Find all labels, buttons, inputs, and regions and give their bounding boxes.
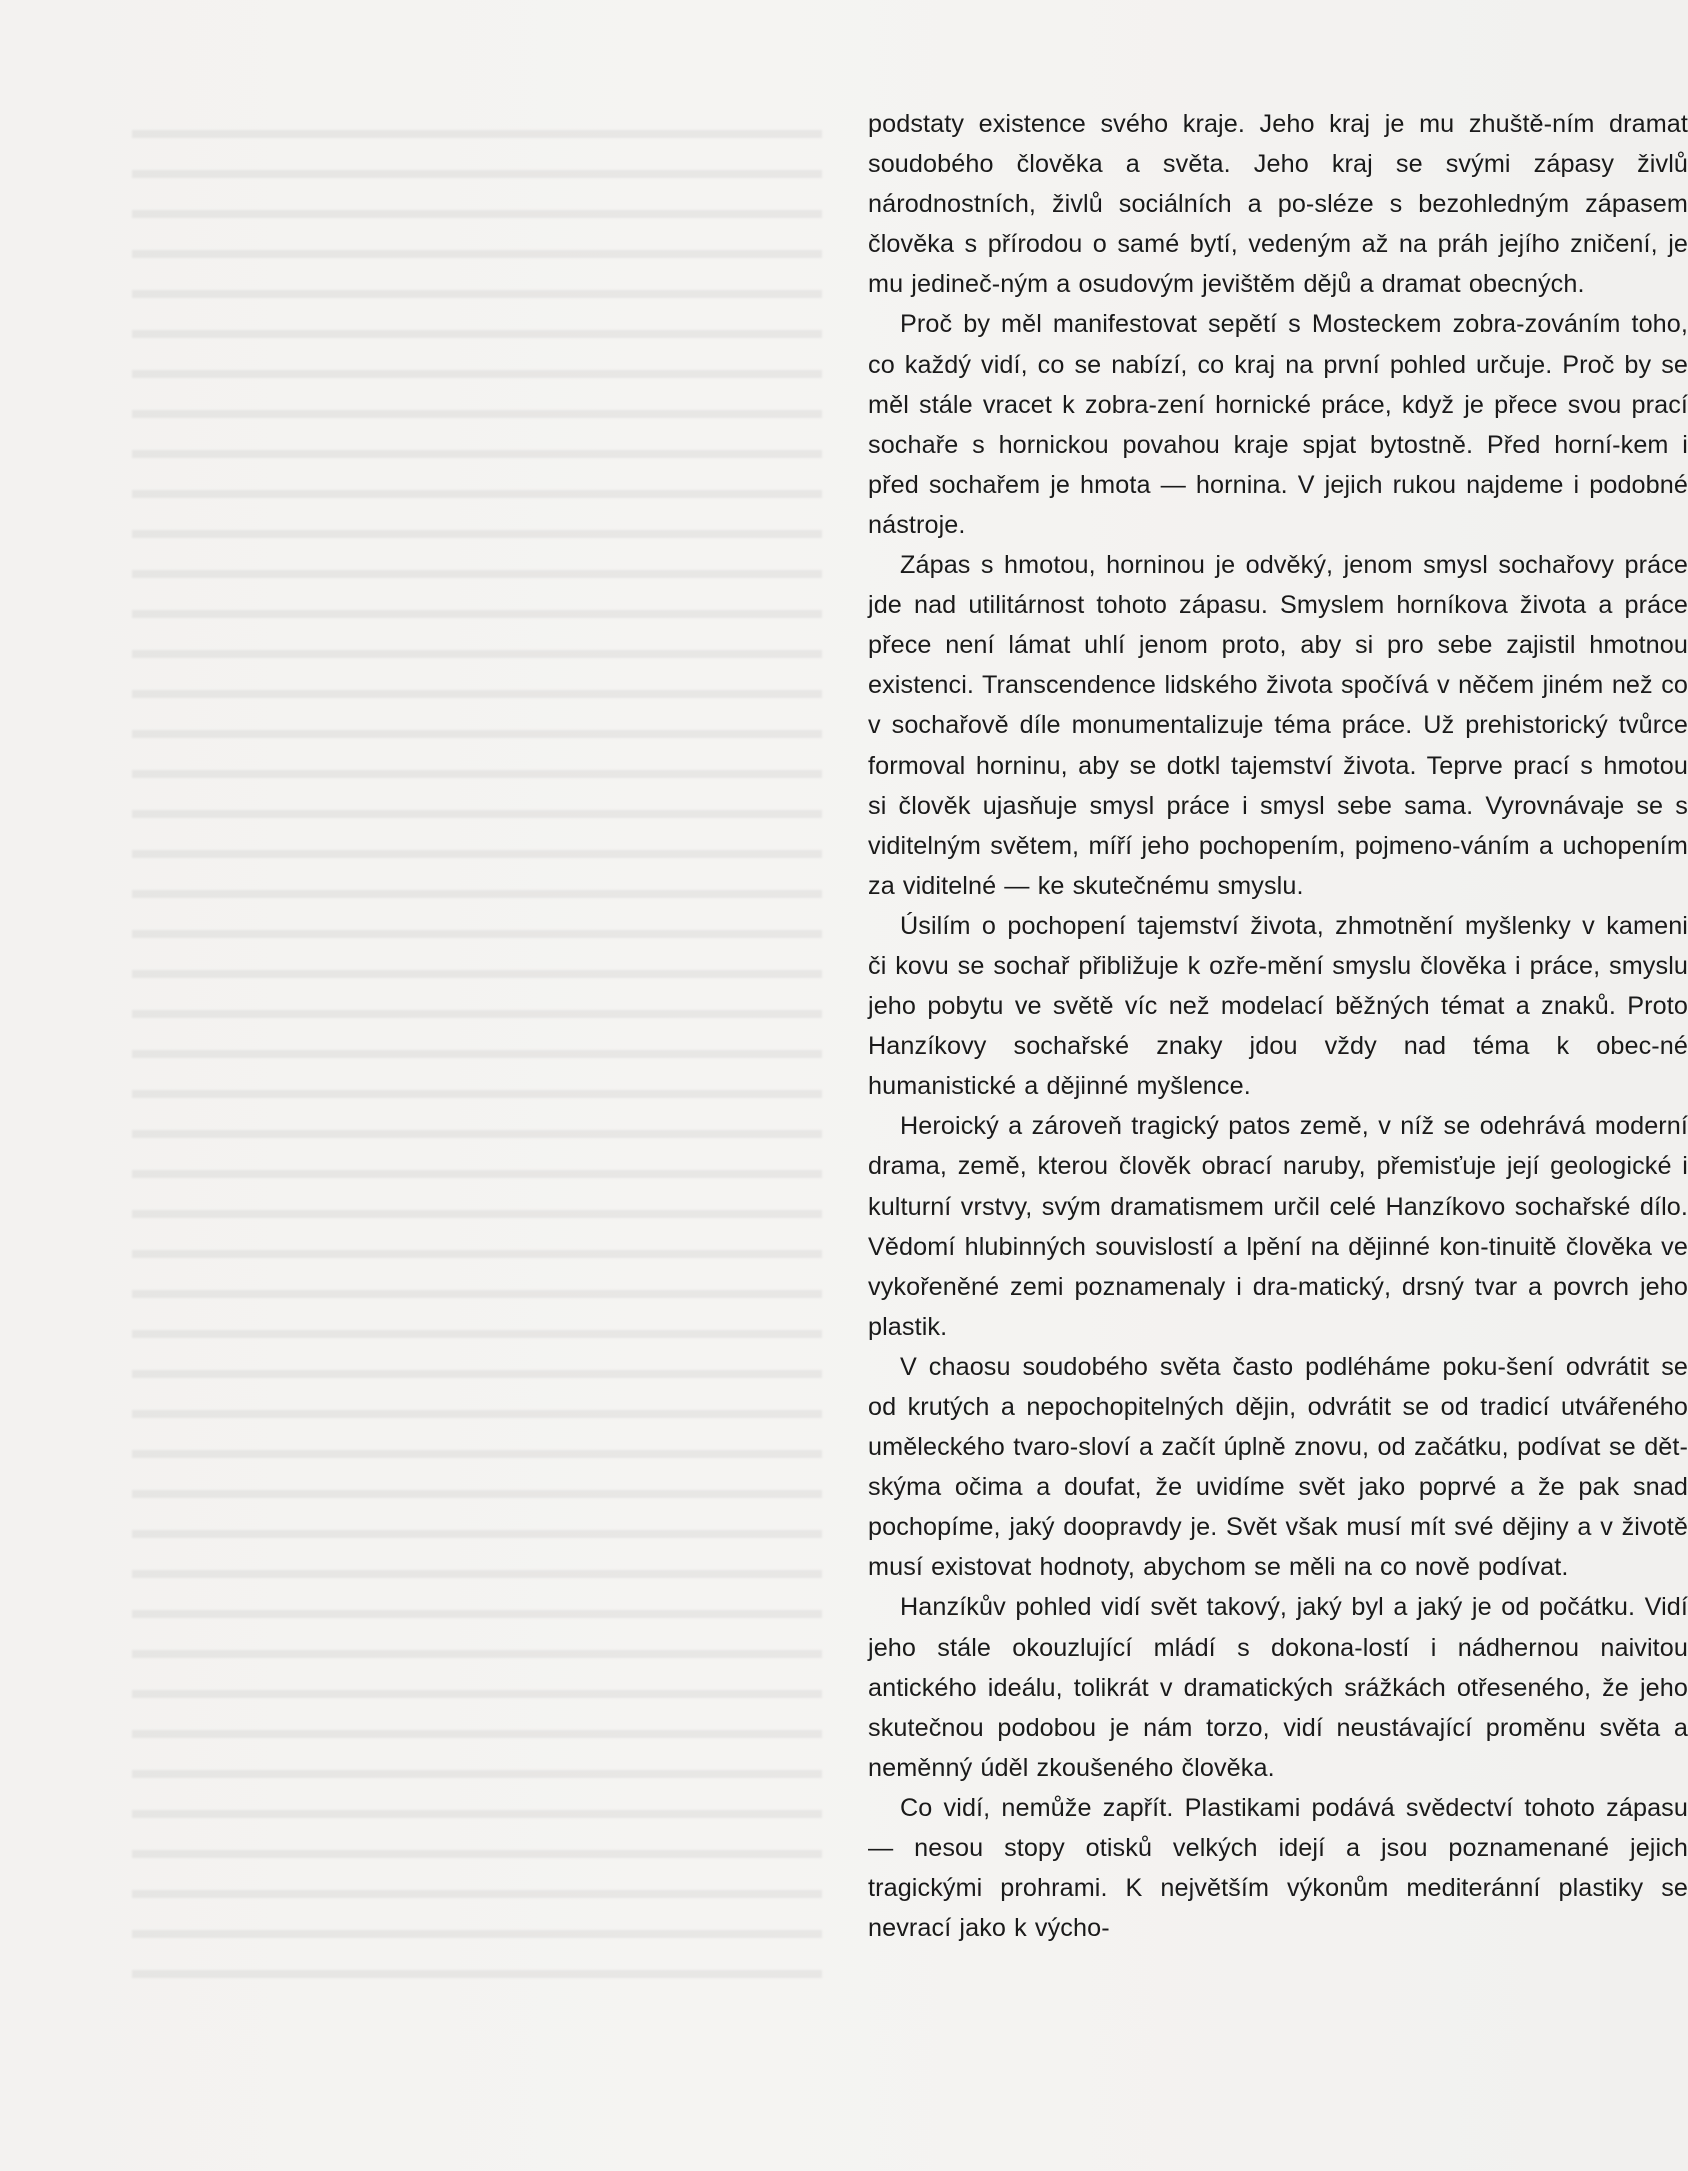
article-body: [868, 104, 1688, 1948]
paragraph: Úsilím o pochopení tajemství života, zhmotnění myšlenky v kameni či kovu se sochař přibližuje k ozře-mění smyslu člověka i práce, smyslu jeho pobytu ve světě víc než modelací běžných témat a znaků. Proto Hanzíkovy sochařské znaky jdou vždy nad téma k obec-né humanistické a dějinné myšlence.: [868, 911, 1688, 1101]
paragraph: Hanzíkův pohled vidí svět takový, jaký byl a jaký je od počátku. Vidí jeho stále okouzlující mládí s dokona-lostí i nádhernou naivitou antického ideálu, tolikrát v dramatických srážkách otřeseného, že jeho skutečnou podobou je nám torzo, vidí neustávající proměnu světa a neměnný úděl zkoušeného člověka.: [868, 1593, 1688, 1782]
paragraph: V chaosu soudobého světa často podléháme poku-šení odvrátit se od krutých a nepochopitelných dějin, odvrátit se od tradicí utvářeného uměleckého tvaro-sloví a začít úplně znovu, od začátku, podívat se dět-skýma očima a doufat, že uvidíme svět jako poprvé a že pak snad pochopíme, jaký doopravdy je. Svět však musí mít své dějiny a v životě musí existovat hodnoty, abychom se měli na co nově podívat.: [868, 1352, 1688, 1582]
paragraph: podstaty existence svého kraje. Jeho kraj je mu zhuště-ním dramat soudobého člověka a světa. Jeho kraj se svými zápasy živlů národnostních, živlů sociálních a po-sléze s bezohledným zápasem člověka s přírodou o samé bytí, vedeným až na práh jejího zničení, je mu jedineč-ným a osudovým jevištěm dějů a dramat obecných.: [868, 110, 1688, 299]
text-column: [868, 104, 1688, 2044]
paragraph: Heroický a zároveň tragický patos země, v níž se odehrává moderní drama, země, kterou člověk obrací naruby, přemisťuje její geologické i kulturní vrstvy, svým dramatismem určil celé Hanzíkovo sochařské dílo. Vědomí hlubinných souvislostí a lpění na dějinné kon-tinuitě člověka ve vykořeněné zemi poznamenaly i dra-matický, drsný tvar a povrch jeho plastik.: [868, 1112, 1688, 1341]
paragraph: Proč by měl manifestovat sepětí s Mosteckem zobra-zováním toho, co každý vidí, co se nabízí, co kraj na první pohled určuje. Proč by se měl stále vracet k zobra-zení hornické práce, když je přece svou prací sochaře s hornickou povahou kraje spjat bytostně. Před horní-kem i před sochařem je hmota — hornina. V jejich rukou najdeme i podobné nástroje.: [868, 310, 1688, 539]
show-through-text: [132, 108, 822, 1988]
paragraph: Co vidí, nemůže zapřít. Plastikami podává svědectví tohoto zápasu — nesou stopy otisků velkých idejí a jsou poznamenané jejich tragickými prohrami. K největším výkonům mediteránní plastiky se nevrací jako k výcho-: [868, 1793, 1688, 1943]
paragraph: Zápas s hmotou, horninou je odvěký, jenom smysl sochařovy práce jde nad utilitárnost tohoto zápasu. Smyslem horníkova života a práce přece není lámat uhlí jenom proto, aby si pro sebe zajistil hmotnou existenci. Transcendence lidského života spočívá v něčem jiném než co v sochařově díle monumentalizuje téma práce. Už prehistorický tvůrce formoval horninu, aby se dotkl tajemství života. Teprve prací s hmotou si člověk ujasňuje smysl práce i smysl sebe sama. Vyrovnávaje se s viditelným světem, míří jeho pochopením, pojmeno-váním a uchopením za viditelné — ke skutečnému smyslu.: [868, 551, 1688, 900]
